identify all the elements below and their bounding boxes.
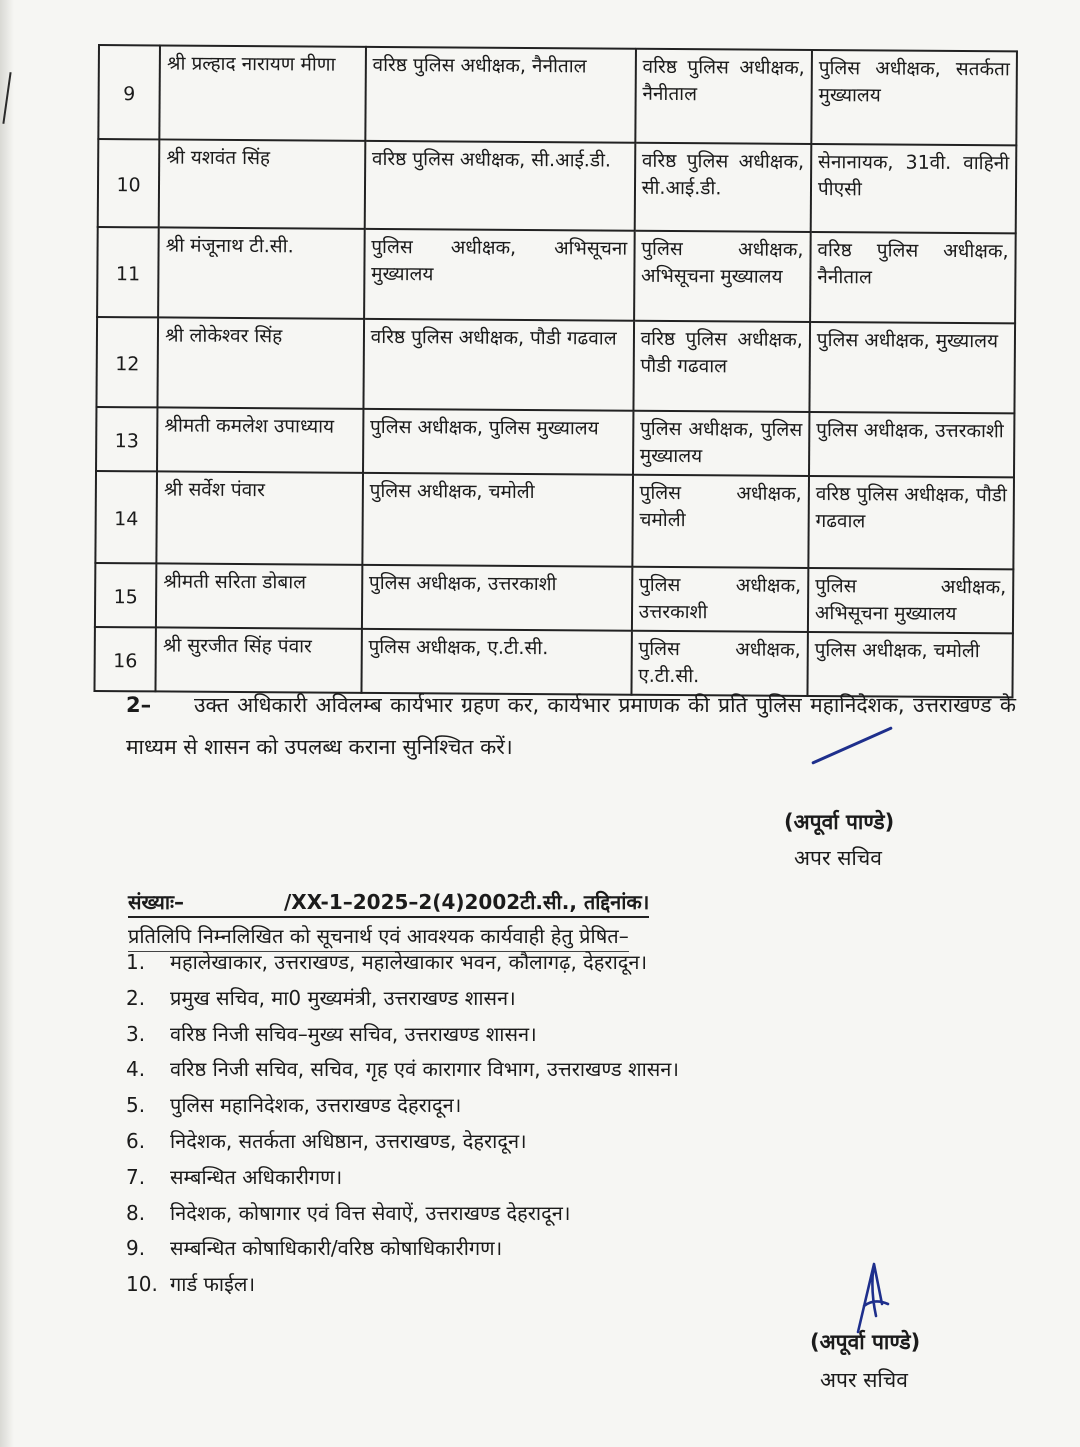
new-posting: पुलिस अधीक्षक, अभिसूचना मुख्यालय: [808, 568, 1014, 633]
new-posting: पुलिस अधीक्षक, चमोली: [807, 632, 1013, 697]
item-number: 3.: [126, 1021, 146, 1046]
signatory-designation: अपर सचिव: [794, 846, 882, 870]
item-number: 10.: [126, 1272, 158, 1297]
list-item: [126, 1052, 679, 1088]
item-text: वरिष्ठ निजी सचिव, सचिव, गृह एवं कारागार विभाग, उत्तराखण्ड शासन।: [170, 1057, 679, 1082]
officer-name: श्री सर्वेश पंवार: [157, 471, 363, 564]
copy-recipient-list: [126, 945, 679, 1303]
table-row: [97, 227, 1016, 323]
current-posting: पुलिस अधीक्षक, अभिसूचना मुख्यालय: [634, 231, 811, 322]
table-row: [96, 317, 1015, 413]
current-posting: वरिष्ठ पुलिस अधीक्षक, सी.आई.डी.: [634, 143, 811, 232]
edge-mark: [2, 72, 11, 124]
officer-name: श्रीमती कमलेश उपाध्याय: [157, 407, 363, 472]
current-posting: पुलिस अधीक्षक, पुलिस मुख्यालय: [633, 411, 810, 476]
previous-posting: पुलिस अधीक्षक, चमोली: [362, 473, 633, 567]
officer-name: श्री प्रल्हाद नारायण मीणा: [160, 45, 366, 140]
current-posting: वरिष्ठ पुलिस अधीक्षक, पौडी गढवाल: [633, 321, 810, 412]
item-text: प्रमुख सचिव, मा0 मुख्यमंत्री, उत्तराखण्ड शासन।: [170, 985, 516, 1010]
current-posting: वरिष्ठ पुलिस अधीक्षक, नैनीताल: [635, 49, 812, 144]
new-posting: सेनानायक, 31वी. वाहिनी पीएसी: [811, 144, 1017, 233]
new-posting: पुलिस अधीक्षक, उत्तरकाशी: [809, 412, 1015, 477]
list-item: [126, 1160, 679, 1196]
handwritten-signature: [852, 1258, 892, 1338]
instruction-paragraph: [126, 684, 1016, 768]
item-number: 7.: [126, 1164, 146, 1189]
officer-name: श्री सुरजीत सिंह पंवार: [156, 627, 362, 692]
previous-posting: पुलिस अधीक्षक, ए.टी.सी.: [361, 629, 631, 695]
table-row: [95, 563, 1013, 633]
new-posting: वरिष्ठ पुलिस अधीक्षक, पौडी गढवाल: [808, 476, 1014, 569]
serial-number: 10: [98, 139, 160, 227]
paragraph-text: उक्त अधिकारी अविलम्ब कार्यभार ग्रहण कर, कार्यभार प्रमाणक की प्रति पुलिस महानिदेशक, उत्तराखण्ड के माध्यम से शासन को उपलब्ध कराना सुनिश्चित करें।: [126, 693, 1016, 759]
current-posting: पुलिस अधीक्षक, चमोली: [632, 475, 809, 568]
signatory-name: (अपूर्वा पाण्डे): [784, 810, 895, 834]
current-posting: पुलिस अधीक्षक, ए.टी.सी.: [631, 631, 808, 696]
item-text: सम्बन्धित अधिकारीगण।: [170, 1164, 343, 1189]
reference-value: /XX-1–2025–2(4)2002टी.सी., तद्दिनांक।: [284, 890, 650, 914]
list-item: [126, 1124, 679, 1160]
copy-intro: प्रतिलिपि निम्नलिखित को सूचनार्थ एवं आवश्यक कार्यवाही हेतु प्रेषित–: [128, 922, 629, 952]
table-row: [95, 471, 1014, 569]
item-number: 4.: [126, 1057, 146, 1082]
item-text: पुलिस महानिदेशक, उत्तराखण्ड देहरादून।: [170, 1093, 462, 1118]
officer-name: श्रीमती सरिता डोबाल: [156, 563, 362, 628]
item-text: गार्ड फाईल।: [170, 1272, 256, 1297]
list-item: [126, 1231, 679, 1267]
item-number: 2.: [126, 985, 146, 1010]
serial-number: 16: [94, 627, 156, 691]
previous-posting: वरिष्ठ पुलिस अधीक्षक, पौडी गढवाल: [363, 319, 634, 411]
table-row: [98, 139, 1017, 233]
transfer-table: [93, 44, 1018, 698]
previous-posting: पुलिस अधीक्षक, पुलिस मुख्यालय: [363, 409, 633, 475]
item-number: 1.: [126, 950, 146, 974]
item-text: सम्बन्धित कोषाधिकारी/वरिष्ठ कोषाधिकारीगण।: [170, 1236, 503, 1261]
item-text: महालेखाकार, उत्तराखण्ड, महालेखाकार भवन, कौलागढ़, देहरादून।: [170, 950, 648, 974]
paragraph-number: 2–: [126, 693, 152, 717]
previous-posting: वरिष्ठ पुलिस अधीक्षक, सी.आई.डी.: [364, 141, 635, 231]
item-number: 5.: [126, 1093, 146, 1118]
previous-posting: पुलिस अधीक्षक, उत्तरकाशी: [362, 565, 632, 631]
item-text: निदेशक, सतर्कता अधिष्ठान, उत्तराखण्ड, देहरादून।: [170, 1128, 527, 1153]
serial-number: 14: [95, 471, 157, 563]
current-posting: पुलिस अधीक्षक, उत्तरकाशी: [632, 567, 809, 632]
table-row: [98, 45, 1017, 145]
signatory-name: (अपूर्वा पाण्डे): [810, 1330, 921, 1354]
new-posting: वरिष्ठ पुलिस अधीक्षक, नैनीताल: [810, 232, 1016, 323]
item-number: 8.: [126, 1200, 146, 1225]
item-text: निदेशक, कोषागार एवं वित्त सेवाऐं, उत्तराखण्ड देहरादून।: [170, 1200, 571, 1225]
officer-name: श्री मंजूनाथ टी.सी.: [158, 227, 364, 318]
reference-number: [128, 888, 649, 918]
reference-label: संख्याः–: [128, 890, 185, 914]
previous-posting: वरिष्ठ पुलिस अधीक्षक, नैनीताल: [365, 47, 636, 143]
page-edge: [0, 0, 14, 1447]
list-item: [126, 1088, 679, 1124]
list-item: [126, 1267, 679, 1303]
item-number: 9.: [126, 1236, 146, 1261]
list-item: [126, 981, 679, 1017]
signatory-designation: अपर सचिव: [820, 1368, 908, 1392]
list-item: [126, 1196, 679, 1232]
table-row: [96, 407, 1014, 477]
serial-number: 9: [98, 45, 160, 139]
previous-posting: पुलिस अधीक्षक, अभिसूचना मुख्यालय: [364, 229, 635, 321]
officer-name: श्री लोकेश्वर सिंह: [158, 317, 364, 408]
officer-name: श्री यशवंत सिंह: [159, 139, 365, 228]
serial-number: 15: [95, 563, 157, 627]
list-item: [126, 1017, 679, 1053]
serial-number: 13: [96, 407, 158, 471]
new-posting: पुलिस अधीक्षक, मुख्यालय: [809, 322, 1015, 413]
item-text: वरिष्ठ निजी सचिव–मुख्य सचिव, उत्तराखण्ड शासन।: [170, 1021, 537, 1046]
new-posting: पुलिस अधीक्षक, सतर्कता मुख्यालय: [811, 50, 1017, 145]
serial-number: 11: [97, 227, 159, 317]
list-item: [126, 945, 679, 981]
item-number: 6.: [126, 1128, 146, 1153]
serial-number: 12: [96, 317, 158, 407]
